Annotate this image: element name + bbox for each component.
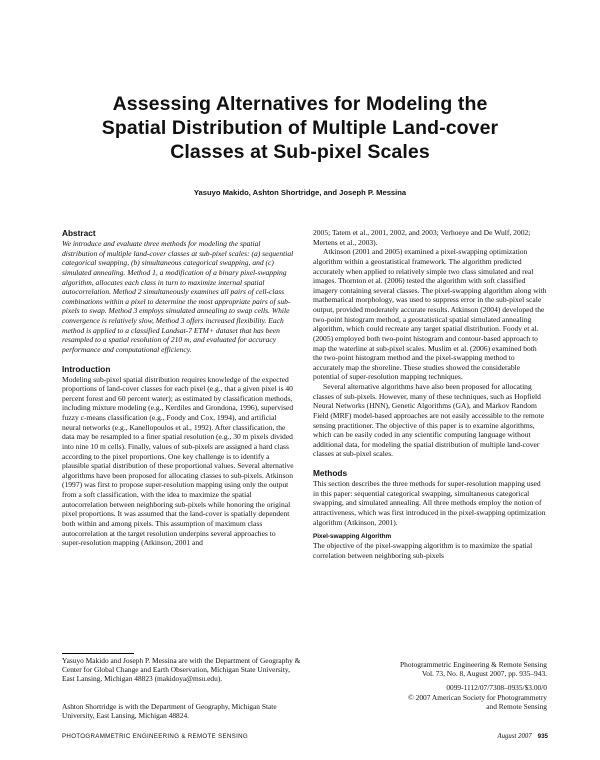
abstract-text: We introduce and evaluate three methods for modeling the spatial distribution of multiple land-cover classes at sub-pixel scales: (a) sequential categorical swapping, (b) simultaneous categorical swapping, and (c) simulated annealing. Method 1, a modification of a binary pixel-swapping algorithm, allocates each class in turn to maximize internal spatial autocorrelation. Method 2 simultaneously examines all pairs of cell-class combinations within a pixel to determine the most appropriate pairs of sub-pixels to swap. Method 3 employs simulated annealing to swap cells. While convergence is relatively slow, Method 3 offers increased flexibility. Each method is applied to a classified Landsat-7 ETM+ dataset that has been resampled to a spatial resolution of 210 m, and evaluated for accuracy performance and computational efficiency. — [62, 239, 294, 354]
abstract-section — [62, 228, 296, 355]
title-line-3: Classes at Sub-pixel Scales — [170, 141, 430, 163]
footer-page-info — [497, 733, 548, 740]
methods-heading: Methods — [313, 468, 348, 478]
introduction-section — [62, 364, 296, 548]
publication-info — [313, 660, 547, 711]
introduction-text: Modeling sub-pixel spatial distribution requires knowledge of the expected proportions of land-cover classes for each pixel (e.g., that a given pixel is 40 percent forest and 60 percent water); as estimated by classification methods, including mixture modeling (e.g., Kerdiles and Grondona, 1996), supervised fuzzy c-means classification (e.g., Foody and Cox, 1994), and artificial neural networks (e.g., Kanellopoulos et al., 1992). After classification, the data may be resampled to a finer spatial resolution (e.g., 30 m pixels divided into nine 10 m cells). Finally, values of sub-pixels are assigned a hard class according to the pixel proportions. One key challenge is to identify a plausible spatial distribution of these proportional values. Several alternative algorithms have been proposed for allocating classes to sub-pixels. Atkinson (1997) was first to propose super-resolution mapping using only the output from a soft classification, with the idea to maximize the spatial autocorrelation between neighboring sub-pixels while honoring the original pixel proportions. It was assumed that the land-cover is spatially dependent both within and among pixels. This assumption of maximum class autocorrelation at the target resolution underpins several approaches to super-resolution mapping (Atkinson, 2001 and — [62, 374, 294, 548]
pixel-swapping-heading: Pixel-swapping Algorithm — [313, 533, 392, 541]
copyright-line-1: © 2007 American Society for Photogrammetry — [408, 692, 547, 702]
pixel-swapping-text: The objective of the pixel-swapping algorithm is to maximize the spatial correlation between neighboring sub-pixels — [313, 541, 533, 560]
abstract-heading: Abstract — [62, 228, 96, 238]
page-number: 935 — [537, 733, 548, 740]
title-line-1: Assessing Alternatives for Modeling the — [112, 93, 488, 115]
left-column — [62, 228, 296, 548]
right-column — [313, 228, 547, 560]
footer-month: August 2007 — [497, 733, 532, 740]
author-list: Yasuyo Makido, Ashton Shortridge, and Joseph P. Messina — [193, 188, 407, 197]
journal-name: Photogrammetric Engineering & Remote Sensing — [400, 660, 547, 669]
footnote-divider — [62, 653, 134, 654]
author-affiliation-2: Ashton Shortridge is with the Department of Geography, Michigan State University, East Lansing, Michigan 48824. — [62, 702, 277, 721]
paper-title — [40, 92, 560, 164]
issn-info: 0099-1112/07/7308–0935/$3.00/0 — [446, 683, 547, 693]
paragraph-continued: 2005; Tatem et al., 2001, 2002, and 2003; Verhoeye and De Wulf, 2002; Mertens et al., 2003). — [313, 228, 531, 247]
title-line-2: Spatial Distribution of Multiple Land-cover — [101, 117, 499, 139]
copyright-line-2: and Remote Sensing — [486, 701, 547, 711]
methods-text: This section describes the three methods for super-resolution mapping used in this paper: sequential categorical swapping, simultaneous categorical swapping, and simulated annealing. All three methods employ the notion of attractiveness, which was first introduced in the pixel-swapping optimization algorithm (Atkinson, 2001). — [313, 479, 546, 527]
volume-info: Vol. 73, No. 8, August 2007, pp. 935–943. — [421, 669, 547, 679]
footer-journal: PHOTOGRAMMETRIC ENGINEERING & REMOTE SENSING — [62, 733, 249, 740]
author-affiliation-1: Yasuyo Makido and Joseph P. Messina are with the Department of Geography & Center for Global Change and Earth Observation, Michigan State University, East Lansing, Michigan 48823 (makidoya@msu.edu). — [62, 656, 301, 684]
paragraph-alternatives: Several alternative algorithms have also been proposed for allocating classes of sub-pixels. However, many of these techniques, such as Hopfield Neural Networks (HNN), Genetic Algorithms (GA), and Markov Random Field (MRF) model-based approaches are not easily accessible to the remote sensing practitioner. The objective of this paper is to examine algorithms, which can be easily coded in any scientific computing language without additional data, for modeling the spatial distribution of multiple land-cover classes at sub-pixel scales. — [313, 382, 544, 459]
paragraph-atkinson: Atkinson (2001 and 2005) examined a pixel-swapping optimization algorithm within a geostatistical framework. The algorithm predicted accurately when applied to relatively simple two class simulated and real images. Thornton et al. (2006) tested the algorithm with soft classified imagery containing several classes. The pixel-swapping algorithm along with mathematical morphology, was used to suppress error in the sub-pixel scale output, provided moderately accurate results. Atkinson (2004) developed the two-point histogram method, a geostatistical spatial simulated annealing algorithm, which could recreate any target spatial distribution. Foody et al. (2005) employed both two-point histogram and contour-based approach to map the waterline at sub-pixel scales. Muslim et al. (2006) examined both the two-point histogram method and the pixel-swapping method to accurately map the shoreline. These studies showed the considerable potential of super-resolution mapping techniques. — [313, 247, 547, 382]
introduction-heading: Introduction — [62, 363, 111, 374]
